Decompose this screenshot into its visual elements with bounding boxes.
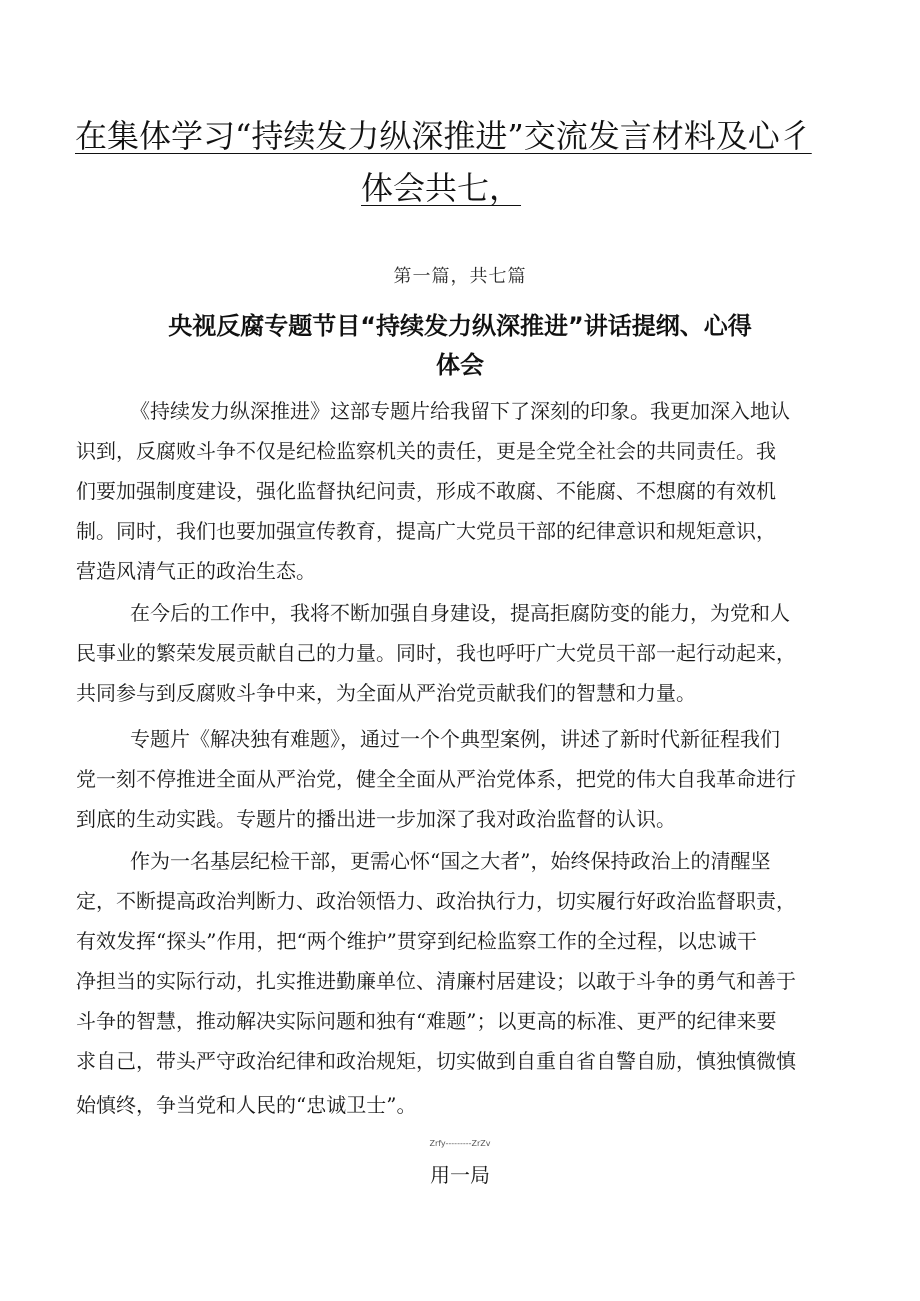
body-line: 识到，反腐败斗争不仅是纪检监察机关的责任，更是全党全社会的共同责任。我 [76,439,776,463]
body-line: 们要加强制度建设，强化监督执纪问责，形成不敢腐、不能腐、不想腐的有效机 [76,479,776,503]
body-line: 斗争的智慧，推动解决实际问题和独有“难题”；以更高的标准、更严的纪律来要 [76,1009,777,1033]
body-line: 共同参与到反腐败斗争中来，为全面从严治党贡献我们的智慧和力量。 [76,681,696,705]
body-line: 有效发挥“探头”作用，把“两个维护”贯穿到纪检监察工作的全过程，以忠诚干 [76,929,757,953]
article-title-line-2: 体会 [436,351,484,379]
section-label: 第一篇，共七篇 [393,266,527,287]
body-line: 《持续发力纵深推进》这部专题片给我留下了深刻的印象。我更加深入地认 [130,399,790,423]
next-section-label: 用一局 [430,1163,490,1187]
document-title-line-2: 体会共七， [361,169,522,207]
body-line: 净担当的实际行动，扎实推进勤廉单位、清廉村居建设；以敢于斗争的勇气和善于 [76,969,796,993]
body-line: 定，不断提高政治判断力、政治领悟力、政治执行力，切实履行好政治监督职责， [76,889,796,913]
section-divider: Zrfy---------ZrZv [429,1139,491,1148]
body-line: 专题片《解决独有难题》，通过一个个典型案例，讲述了新时代新征程我们 [130,727,780,751]
body-line: 始慎终，争当党和人民的“忠诚卫士”。 [76,1093,417,1117]
document-title-line-1: 在集体学习“持续发力纵深推进”交流发言材料及心彳 [75,117,812,155]
body-line: 营造风清气正的政治生态。 [76,559,316,583]
body-line: 作为一名基层纪检干部，更需心怀“国之大者”，始终保持政治上的清醒坚 [130,849,771,873]
body-line: 党一刻不停推进全面从严治党，健全全面从严治党体系，把党的伟大自我革命进行 [76,767,796,791]
body-line: 求自己，带头严守政治纪律和政治规矩，切实做到自重自省自警自励，慎独慎微慎 [76,1049,796,1073]
body-line: 到底的生动实践。专题片的播出进一步加深了我对政治监督的认识。 [76,807,676,831]
body-line: 制。同时，我们也要加强宣传教育，提高广大党员干部的纪律意识和规矩意识， [76,519,776,543]
body-line: 在今后的工作中，我将不断加强自身建设，提高拒腐防变的能力，为党和人 [130,601,790,625]
body-line: 民事业的繁荣发展贡献自己的力量。同时，我也呼吁广大党员干部一起行动起来， [76,641,796,665]
article-title-line-1: 央视反腐专题节目“持续发力纵深推进”讲话提纲、心得 [168,312,752,340]
